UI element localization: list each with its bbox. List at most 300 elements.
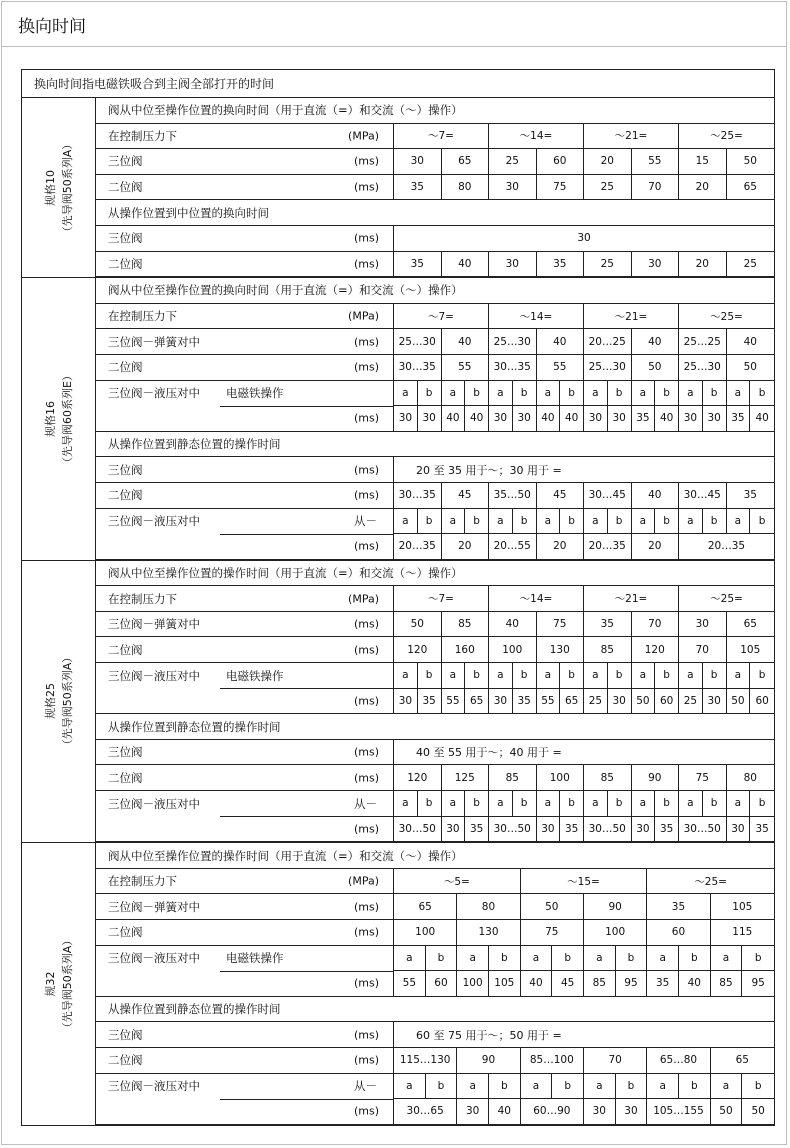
row-sublabel: 从－: [354, 1079, 377, 1094]
table-cell: 30: [537, 817, 561, 843]
table-cell: 25…30: [489, 329, 537, 355]
table-cell: b: [655, 381, 679, 407]
row-sublabel: 从－: [354, 514, 377, 529]
table-cell: 20…35: [679, 534, 774, 560]
table-cell: 50: [632, 355, 680, 381]
table-cell: 85: [584, 637, 632, 663]
unit-label: (MPa): [348, 874, 379, 888]
table-cell: 40: [750, 406, 774, 432]
spec-label-cell: [22, 561, 96, 843]
table-cell: b: [703, 663, 727, 689]
table-cell: 70: [632, 612, 680, 638]
table-cell: b: [426, 946, 458, 972]
table-cell: 65: [442, 149, 490, 175]
table-cell: b: [742, 1074, 774, 1100]
table-cell: ～21=: [584, 586, 679, 612]
table-cell: 115: [711, 920, 774, 946]
table-cell: a: [394, 509, 418, 535]
table-cell: a: [442, 381, 466, 407]
table-cell: a: [457, 1074, 489, 1100]
table-cell: ～25=: [679, 124, 774, 150]
table-cell: 65: [465, 689, 489, 715]
table-cell: b: [418, 663, 442, 689]
row-label-cell: [96, 406, 394, 432]
table-cell: 20: [632, 534, 680, 560]
table-cell: b: [513, 381, 537, 407]
table-cell: ～14=: [489, 586, 584, 612]
unit-label: (ms): [353, 1053, 379, 1067]
row-label-cell: [96, 1048, 394, 1074]
row-label-cell: [96, 534, 394, 560]
table-cell: b: [608, 663, 632, 689]
table-cell: b: [750, 663, 774, 689]
table-cell: 80: [442, 175, 490, 201]
table-cell: 30…45: [679, 483, 727, 509]
table-cell: 50: [727, 355, 775, 381]
table-cell: 95: [616, 971, 648, 997]
row-label: 二位阀: [108, 770, 143, 785]
table-cell: 55: [537, 689, 561, 715]
table-cell: 30…45: [584, 483, 632, 509]
row-sublabel: 电磁铁操作: [226, 386, 284, 401]
table-cell: b: [655, 663, 679, 689]
table-cell: 20…35: [584, 534, 632, 560]
table-cell: 25…30: [584, 355, 632, 381]
table-cell: 65: [560, 689, 584, 715]
table-cell: 60: [750, 689, 774, 715]
row-label-cell: [96, 946, 394, 972]
table-cell: 30…50: [679, 817, 727, 843]
spec-label-cell: [22, 278, 96, 560]
table-cell: 45: [537, 483, 585, 509]
row-label-cell: [96, 175, 394, 201]
pilot-valve-series: （先导阀50系列A）: [60, 652, 74, 751]
table-cell: b: [703, 381, 727, 407]
unit-label: (ms): [353, 154, 379, 168]
spec-section: [22, 843, 774, 1125]
table-cell: 30: [608, 406, 632, 432]
row-label: 三位阀－弹簧对中: [108, 334, 200, 349]
table-cell: 35: [418, 689, 442, 715]
table-cell: b: [655, 509, 679, 535]
table-cell: 40: [632, 483, 680, 509]
table-cell: b: [608, 509, 632, 535]
table-cell: a: [679, 791, 703, 817]
table-cell: 30: [513, 406, 537, 432]
row-label: 二位阀: [108, 360, 143, 375]
table-cell: ～7=: [394, 124, 489, 150]
spec-label: [42, 935, 76, 1034]
spec-section: [22, 561, 774, 844]
table-cell: a: [632, 509, 656, 535]
table-cell: 130: [537, 637, 585, 663]
table-cell: b: [489, 946, 521, 972]
table-cell: 20: [679, 175, 727, 201]
table-cell: 40: [679, 971, 711, 997]
table-cell: 30: [394, 149, 442, 175]
table-cell: 30: [679, 612, 727, 638]
table-cell: 60: [647, 920, 710, 946]
section-heading: 从操作位置到静态位置的操作时间: [96, 432, 774, 458]
pilot-valve-series: （先导阀60系列E）: [60, 369, 74, 468]
table-cell: a: [489, 663, 513, 689]
table-cell: 35: [465, 817, 489, 843]
table-cell: b: [750, 381, 774, 407]
table-cell: b: [703, 509, 727, 535]
row-label-cell: [96, 869, 394, 895]
row-label: 在控制压力下: [108, 309, 177, 324]
table-cell: 20: [679, 252, 727, 278]
table-cell: 50: [727, 689, 751, 715]
table-cell: 55: [537, 355, 585, 381]
table-cell: 70: [584, 1048, 647, 1074]
table-cell: b: [552, 1074, 584, 1100]
table-cell: 45: [442, 483, 490, 509]
unit-label: (ms): [353, 822, 379, 836]
table-cell: 35: [727, 483, 775, 509]
table-cell: 65…80: [647, 1048, 710, 1074]
table-cell: b: [465, 663, 489, 689]
row-label-cell: [96, 612, 394, 638]
table-cell: 125: [442, 765, 490, 791]
table-cell: b: [750, 791, 774, 817]
table-cell: b: [513, 663, 537, 689]
table-cell: a: [457, 946, 489, 972]
table-cell: 30: [632, 252, 680, 278]
spec-label-cell: [22, 843, 96, 1125]
table-cell: 130: [457, 920, 520, 946]
table-cell: 85: [584, 765, 632, 791]
row-label: 在控制压力下: [108, 128, 177, 143]
table-cell: 15: [679, 149, 727, 175]
table-cell: 60: [537, 149, 585, 175]
table-cell: 65: [711, 1048, 774, 1074]
table-cell: b: [742, 946, 774, 972]
row-label-cell: [96, 920, 394, 946]
table-cell: 65: [727, 175, 775, 201]
table-cell: b: [703, 791, 727, 817]
table-cell: 30: [703, 689, 727, 715]
table-cell: 50: [521, 894, 584, 920]
table-cell: 30: [394, 689, 418, 715]
row-label: 在控制压力下: [108, 591, 177, 606]
table-cell: b: [560, 381, 584, 407]
table-cell: 100: [457, 971, 489, 997]
table-cell: a: [679, 663, 703, 689]
table-cell: 90: [457, 1048, 520, 1074]
table-cell: 25: [489, 149, 537, 175]
section-heading: 从操作位置到中位置的换向时间: [96, 200, 774, 226]
table-cell: 75: [679, 765, 727, 791]
table-cell: 35…50: [489, 483, 537, 509]
table-cell: 120: [632, 637, 680, 663]
table-cell: ～7=: [394, 304, 489, 330]
row-label: 二位阀: [108, 642, 143, 657]
table-cell: 40: [442, 252, 490, 278]
table-cell: 30: [584, 1099, 616, 1125]
table-cell: a: [584, 381, 608, 407]
table-cell: 75: [521, 920, 584, 946]
row-label: 三位阀－液压对中: [108, 1079, 200, 1094]
table-cell: 160: [442, 637, 490, 663]
table-cell: a: [647, 946, 679, 972]
table-cell: b: [679, 946, 711, 972]
row-label-cell: [96, 740, 394, 766]
table-cell: b: [465, 791, 489, 817]
table-cell: 60: [426, 971, 458, 997]
table-cell: 30…35: [489, 355, 537, 381]
table-cell: 50: [727, 149, 775, 175]
table-cell: 100: [584, 920, 647, 946]
unit-label: (ms): [353, 180, 379, 194]
unit-label: (MPa): [348, 592, 379, 606]
table-cell: 35: [647, 894, 710, 920]
table-cell: 35: [394, 252, 442, 278]
table-cell: a: [632, 791, 656, 817]
unit-label: (ms): [353, 360, 379, 374]
table-cell: 25…30: [394, 329, 442, 355]
row-label-cell: [96, 329, 394, 355]
spec-size: 规格10: [43, 169, 57, 206]
unit-label: (ms): [353, 539, 379, 553]
table-cell: 40: [655, 406, 679, 432]
table-cell: ～21=: [584, 304, 679, 330]
row-label: 三位阀: [108, 745, 143, 760]
table-cell: 35: [513, 689, 537, 715]
row-label: 三位阀: [108, 154, 143, 169]
table-cell: a: [727, 381, 751, 407]
table-cell: 20 至 35 用于～；30 用于 =: [394, 457, 774, 483]
row-label-cell: [96, 817, 394, 843]
table-cell: a: [584, 946, 616, 972]
table-cell: 85: [489, 765, 537, 791]
spec-section: [22, 98, 774, 278]
table-cell: 90: [584, 894, 647, 920]
table-cell: 120: [394, 637, 442, 663]
table-cell: 30: [608, 689, 632, 715]
row-label: 三位阀－弹簧对中: [108, 617, 200, 632]
section-heading: 阀从中位至操作位置的换向时间（用于直流（=）和交流（～）操作）: [96, 278, 774, 304]
table-cell: 65: [394, 894, 457, 920]
table-cell: a: [711, 946, 743, 972]
table-cell: 30: [442, 817, 466, 843]
table-cell: a: [679, 509, 703, 535]
table-cell: b: [608, 791, 632, 817]
row-sublabel: 电磁铁操作: [226, 668, 284, 683]
row-label-cell: [96, 586, 394, 612]
spec-label: [42, 138, 76, 237]
table-cell: 115…130: [394, 1048, 457, 1074]
unit-label: (ms): [353, 488, 379, 502]
table-cell: a: [394, 381, 418, 407]
table-cell: 30…50: [489, 817, 537, 843]
spec-section: [22, 278, 774, 561]
table-cell: b: [616, 1074, 648, 1100]
table-cell: 40: [521, 971, 553, 997]
table-cell: a: [727, 509, 751, 535]
table-cell: 40: [442, 329, 490, 355]
table-cell: a: [394, 946, 426, 972]
table-cell: ～7=: [394, 586, 489, 612]
unit-label: (ms): [353, 771, 379, 785]
table-cell: 100: [394, 920, 457, 946]
table-cell: b: [560, 663, 584, 689]
spec-size: 规格25: [43, 683, 57, 720]
table-cell: b: [560, 509, 584, 535]
spec-size: 规格16: [43, 400, 57, 437]
table-cell: a: [537, 381, 561, 407]
table-cell: 30: [394, 226, 774, 252]
row-label-cell: [96, 381, 394, 407]
table-cell: 95: [742, 971, 774, 997]
table-cell: 35: [750, 817, 774, 843]
unit-label: (MPa): [348, 129, 379, 143]
table-cell: ～25=: [679, 304, 774, 330]
table-cell: a: [394, 663, 418, 689]
table-cell: ～5=: [394, 869, 521, 895]
table-cell: 85…100: [521, 1048, 584, 1074]
table-cell: 25…30: [679, 355, 727, 381]
table-cell: 30: [489, 689, 513, 715]
table-cell: 20…25: [584, 329, 632, 355]
table-cell: 85: [584, 971, 616, 997]
section-heading: 阀从中位至操作位置的换向时间（用于直流（=）和交流（～）操作）: [96, 98, 774, 124]
table-cell: b: [655, 791, 679, 817]
table-cell: 35: [537, 252, 585, 278]
page: [1, 1, 787, 1145]
table-cell: b: [513, 791, 537, 817]
unit-label: (ms): [353, 463, 379, 477]
table-cell: b: [560, 791, 584, 817]
row-label: 三位阀－液压对中: [108, 386, 200, 401]
section-heading: 阀从中位至操作位置的操作时间（用于直流（=）和交流（～）操作）: [96, 843, 774, 869]
table-cell: ～25=: [647, 869, 774, 895]
row-label: 三位阀－液压对中: [108, 668, 200, 683]
row-label-cell: [96, 149, 394, 175]
table-cell: ～21=: [584, 124, 679, 150]
row-sublabel: 从－: [354, 796, 377, 811]
table-cell: 40: [537, 406, 561, 432]
table-cell: 20…35: [394, 534, 442, 560]
table-cell: a: [727, 663, 751, 689]
table-cell: b: [552, 946, 584, 972]
table-cell: 55: [632, 149, 680, 175]
table-cell: 30: [679, 406, 703, 432]
table-cell: 30…35: [394, 355, 442, 381]
unit-label: (ms): [353, 745, 379, 759]
table-cell: 35: [727, 406, 751, 432]
row-label-cell: [96, 1074, 394, 1100]
table-cell: 105: [711, 894, 774, 920]
table-cell: 30: [394, 406, 418, 432]
row-label: 二位阀: [108, 256, 143, 271]
table-cell: 90: [632, 765, 680, 791]
table-cell: b: [465, 381, 489, 407]
table-cell: 80: [727, 765, 775, 791]
spec-label: [42, 370, 76, 468]
table-cell: a: [632, 381, 656, 407]
row-label-cell: [96, 637, 394, 663]
spec-label: [42, 652, 76, 751]
table-cell: b: [418, 791, 442, 817]
table-cell: 35: [584, 612, 632, 638]
unit-label: (ms): [353, 257, 379, 271]
row-label-cell: [96, 1099, 394, 1125]
table-cell: ～14=: [489, 124, 584, 150]
table-cell: b: [418, 381, 442, 407]
table-cell: 40: [489, 612, 537, 638]
row-sublabel: 电磁铁操作: [226, 951, 284, 966]
table-cell: 75: [537, 612, 585, 638]
table-cell: 55: [442, 355, 490, 381]
table-cell: b: [750, 509, 774, 535]
table-cell: 85: [711, 971, 743, 997]
table-cell: 20: [537, 534, 585, 560]
table-cell: 70: [679, 637, 727, 663]
row-label: 三位阀: [108, 231, 143, 246]
row-label: 在控制压力下: [108, 874, 177, 889]
table-cell: a: [584, 1074, 616, 1100]
row-label: 二位阀: [108, 488, 143, 503]
table-cell: b: [616, 946, 648, 972]
table-cell: 25: [584, 689, 608, 715]
table-cell: a: [727, 791, 751, 817]
table-cell: 60…90: [521, 1099, 584, 1125]
table-cell: 105: [489, 971, 521, 997]
table-cell: a: [537, 509, 561, 535]
row-label-cell: [96, 509, 394, 535]
row-label: 三位阀: [108, 1027, 143, 1042]
table-cell: 35: [647, 971, 679, 997]
row-label-cell: [96, 971, 394, 997]
table-cell: ～25=: [679, 586, 774, 612]
table-cell: 30: [616, 1099, 648, 1125]
table-cell: 40: [560, 406, 584, 432]
table-cell: 100: [537, 765, 585, 791]
table-cell: b: [426, 1074, 458, 1100]
table-cell: 40 至 55 用于～；40 用于 =: [394, 740, 774, 766]
pilot-valve-series: （先导阀50系列A）: [60, 138, 74, 237]
row-label-cell: [96, 791, 394, 817]
table-cell: 50: [632, 689, 656, 715]
row-label-cell: [96, 894, 394, 920]
table-cell: 50: [394, 612, 442, 638]
table-cell: a: [442, 663, 466, 689]
table-cell: a: [489, 509, 513, 535]
table-cell: 30: [584, 406, 608, 432]
table-cell: 30: [489, 252, 537, 278]
table-cell: 60 至 75 用于～；50 用于 =: [394, 1022, 774, 1048]
table-cell: a: [584, 509, 608, 535]
table-cell: 100: [489, 637, 537, 663]
table-cell: 25: [727, 252, 775, 278]
row-label: 三位阀－液压对中: [108, 514, 200, 529]
table-cell: a: [442, 509, 466, 535]
table-cell: 35: [632, 406, 656, 432]
table-cell: b: [608, 381, 632, 407]
table-cell: a: [647, 1074, 679, 1100]
row-label-cell: [96, 457, 394, 483]
table-cell: 80: [457, 894, 520, 920]
table-cell: 30…35: [394, 483, 442, 509]
spec-size: 规32: [43, 971, 57, 997]
row-label: 三位阀: [108, 462, 143, 477]
unit-label: (MPa): [348, 309, 379, 323]
table-cell: 40: [537, 329, 585, 355]
unit-label: (ms): [353, 231, 379, 245]
table-cell: a: [711, 1074, 743, 1100]
table-cell: 30: [418, 406, 442, 432]
